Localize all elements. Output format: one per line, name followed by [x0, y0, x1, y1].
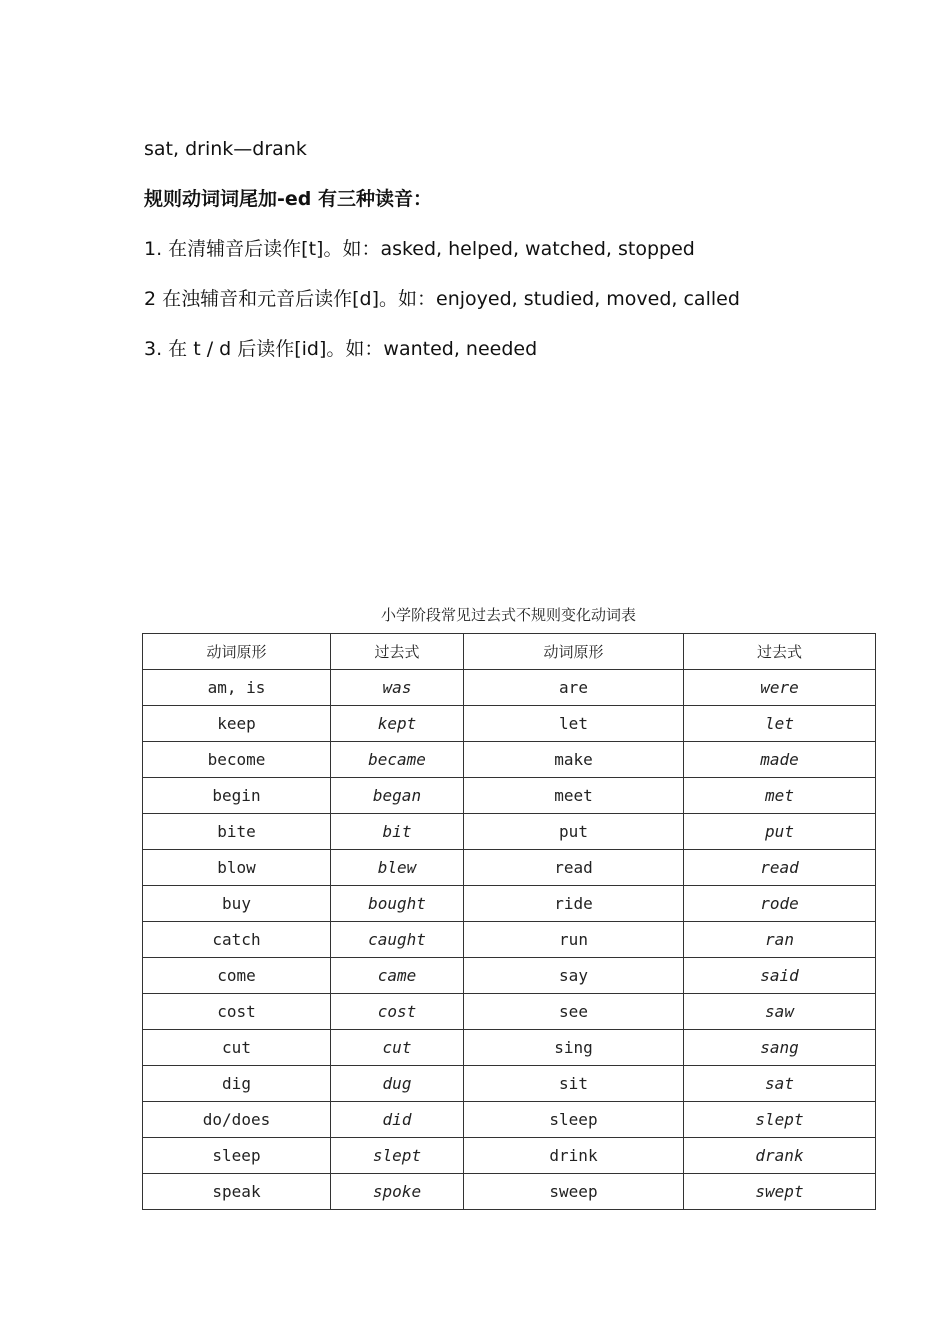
past-tense-cell: put: [684, 814, 876, 850]
base-form-cell: meet: [464, 778, 684, 814]
base-form-cell: sit: [464, 1066, 684, 1102]
base-form-cell: cut: [143, 1030, 331, 1066]
header-base-form: 动词原形: [464, 634, 684, 670]
section-heading: 规则动词词尾加-ed 有三种读音：: [144, 188, 432, 210]
past-tense-cell: swept: [684, 1174, 876, 1210]
past-tense-cell: began: [331, 778, 464, 814]
table-row: [143, 1030, 876, 1066]
base-form-cell: say: [464, 958, 684, 994]
table-row: [143, 814, 876, 850]
past-tense-cell: made: [684, 742, 876, 778]
irregular-verbs-table: [142, 633, 876, 1210]
table-row: [143, 994, 876, 1030]
table-row: [143, 670, 876, 706]
table-row: [143, 742, 876, 778]
table-header-row: [143, 634, 876, 670]
past-tense-cell: drank: [684, 1138, 876, 1174]
base-form-cell: cost: [143, 994, 331, 1030]
base-form-cell: put: [464, 814, 684, 850]
base-form-cell: buy: [143, 886, 331, 922]
base-form-cell: read: [464, 850, 684, 886]
table-row: [143, 1102, 876, 1138]
base-form-cell: do/does: [143, 1102, 331, 1138]
past-tense-cell: were: [684, 670, 876, 706]
past-tense-cell: became: [331, 742, 464, 778]
table-row: [143, 922, 876, 958]
base-form-cell: speak: [143, 1174, 331, 1210]
past-tense-cell: did: [331, 1102, 464, 1138]
past-tense-cell: dug: [331, 1066, 464, 1102]
header-past-tense: 过去式: [684, 634, 876, 670]
table-row: [143, 958, 876, 994]
base-form-cell: see: [464, 994, 684, 1030]
header-past-tense: 过去式: [331, 634, 464, 670]
base-form-cell: sweep: [464, 1174, 684, 1210]
base-form-cell: are: [464, 670, 684, 706]
past-tense-cell: bit: [331, 814, 464, 850]
table-row: [143, 850, 876, 886]
table-row: [143, 1138, 876, 1174]
base-form-cell: keep: [143, 706, 331, 742]
past-tense-cell: spoke: [331, 1174, 464, 1210]
base-form-cell: sing: [464, 1030, 684, 1066]
header-base-form: 动词原形: [143, 634, 331, 670]
rule-1: 1. 在清辅音后读作[t]。如：asked, helped, watched, stopped: [144, 238, 695, 260]
table-row: [143, 1174, 876, 1210]
table-row: [143, 886, 876, 922]
past-tense-cell: sang: [684, 1030, 876, 1066]
table-row: [143, 778, 876, 814]
past-tense-cell: said: [684, 958, 876, 994]
base-form-cell: ride: [464, 886, 684, 922]
base-form-cell: blow: [143, 850, 331, 886]
past-tense-cell: cost: [331, 994, 464, 1030]
past-tense-cell: cut: [331, 1030, 464, 1066]
base-form-cell: become: [143, 742, 331, 778]
base-form-cell: sleep: [464, 1102, 684, 1138]
base-form-cell: catch: [143, 922, 331, 958]
base-form-cell: drink: [464, 1138, 684, 1174]
past-tense-cell: let: [684, 706, 876, 742]
past-tense-cell: saw: [684, 994, 876, 1030]
past-tense-cell: slept: [331, 1138, 464, 1174]
table-row: [143, 1066, 876, 1102]
base-form-cell: make: [464, 742, 684, 778]
text-line-sat-drink: sat, drink—drank: [144, 138, 307, 160]
base-form-cell: bite: [143, 814, 331, 850]
rule-3: 3. 在 t / d 后读作[id]。如：wanted, needed: [144, 338, 538, 360]
base-form-cell: sleep: [143, 1138, 331, 1174]
past-tense-cell: blew: [331, 850, 464, 886]
base-form-cell: am, is: [143, 670, 331, 706]
past-tense-cell: read: [684, 850, 876, 886]
past-tense-cell: rode: [684, 886, 876, 922]
base-form-cell: begin: [143, 778, 331, 814]
base-form-cell: come: [143, 958, 331, 994]
past-tense-cell: sat: [684, 1066, 876, 1102]
past-tense-cell: slept: [684, 1102, 876, 1138]
past-tense-cell: caught: [331, 922, 464, 958]
table-row: [143, 706, 876, 742]
past-tense-cell: bought: [331, 886, 464, 922]
rule-2: 2 在浊辅音和元音后读作[d]。如：enjoyed, studied, moved, called: [144, 288, 740, 310]
past-tense-cell: kept: [331, 706, 464, 742]
base-form-cell: run: [464, 922, 684, 958]
base-form-cell: dig: [143, 1066, 331, 1102]
past-tense-cell: was: [331, 670, 464, 706]
past-tense-cell: met: [684, 778, 876, 814]
table-caption: 小学阶段常见过去式不规则变化动词表: [380, 606, 636, 624]
base-form-cell: let: [464, 706, 684, 742]
past-tense-cell: ran: [684, 922, 876, 958]
past-tense-cell: came: [331, 958, 464, 994]
